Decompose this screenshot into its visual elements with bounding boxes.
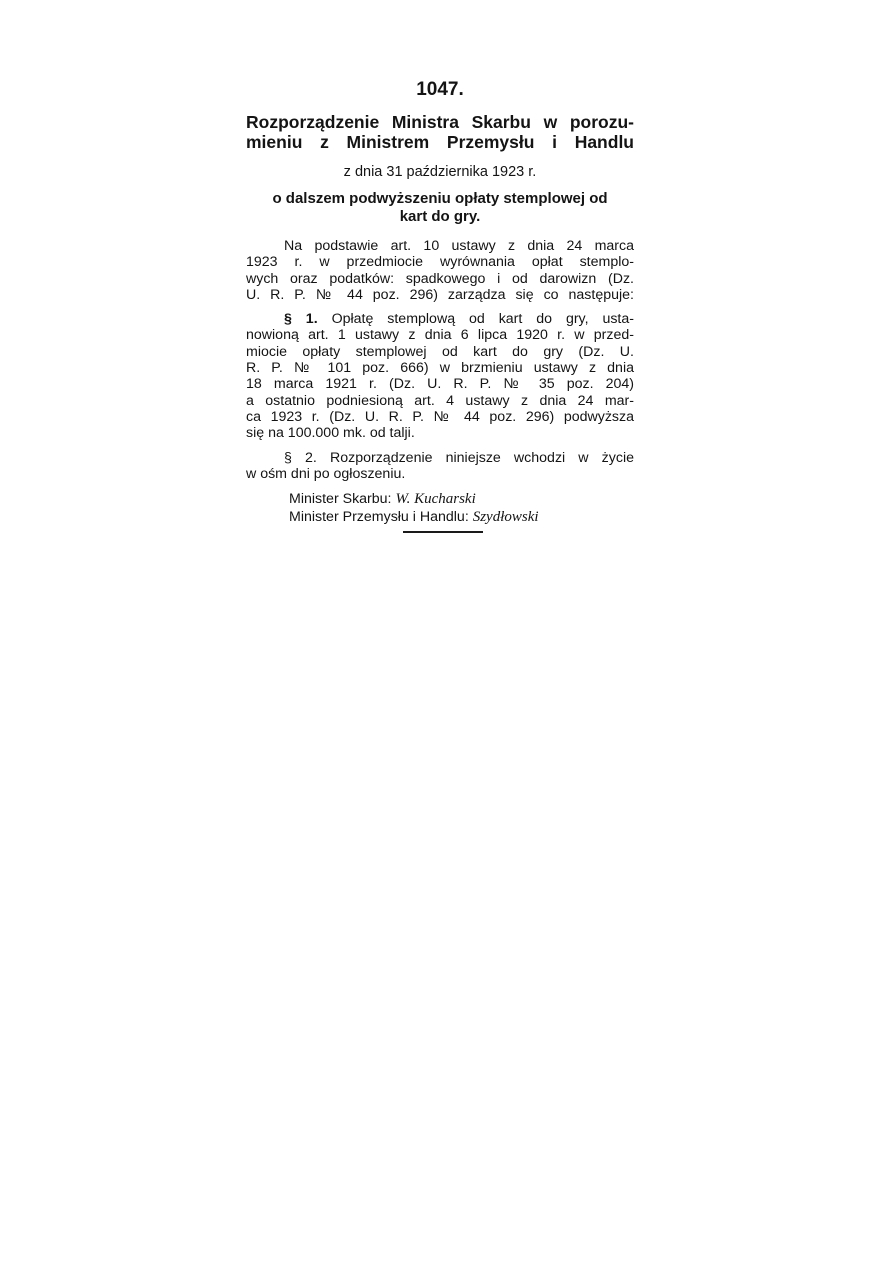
section-2-text: Rozporządzenie niniejsze wchodzi w życie (329, 449, 634, 466)
signature-role: Minister Przemysłu i Handlu: (289, 509, 469, 526)
section-2-label: § 2. (284, 449, 317, 466)
preamble-paragraph (246, 238, 634, 303)
section-2-line: w ośm dni po ogłoszeniu. (246, 465, 406, 482)
section-1-line: miocie opłaty stemplowej od kart do gry (Dz. U. (246, 343, 634, 360)
section-1-line: R. P. № 101 poz. 666) w brzmieniu ustawy z dnia (246, 360, 634, 377)
section-1-line: ca 1923 r. (Dz. U. R. P. № 44 poz. 296) podwyższa (246, 408, 634, 425)
title-line: mieniu z Ministrem Przemysłu i Handlu (246, 132, 634, 152)
document-date: z dnia 31 października 1923 r. (343, 164, 537, 180)
section-2-paragraph (246, 450, 634, 483)
signature-minister-przemyslu (289, 508, 634, 526)
closing-divider (403, 531, 483, 533)
section-1-text: Opłatę stemplową od kart do gry, usta- (331, 311, 634, 328)
document-subject (246, 190, 634, 226)
signature-role: Minister Skarbu: (289, 491, 392, 508)
section-2-first-line (246, 450, 634, 466)
title-line: Rozporządzenie Ministra Skarbu w porozu- (246, 112, 634, 132)
preamble-line: wych oraz podatków: spadkowego i od darowizn (Dz. (246, 270, 634, 287)
preamble-line: U. R. P. № 44 poz. 296) zarządza się co następuje: (246, 286, 634, 303)
section-1-line: a ostatnio podniesioną art. 4 ustawy z dnia 24 mar- (246, 392, 634, 409)
subject-line: o dalszem podwyższeniu opłaty stemplowej od (272, 190, 608, 207)
preamble-line: Na podstawie art. 10 ustawy z dnia 24 marca (284, 238, 634, 254)
section-1-first-line (246, 311, 634, 327)
signature-name: Szydłowski (472, 509, 539, 526)
signature-minister-skarbu (289, 490, 634, 508)
signature-block (246, 490, 634, 526)
section-1-line: 18 marca 1921 r. (Dz. U. R. P. № 35 poz. 204) (246, 376, 634, 393)
section-1-paragraph (246, 311, 634, 441)
subject-line: kart do gry. (399, 208, 481, 225)
section-1-line: nowioną art. 1 ustawy z dnia 6 lipca 1920 r. w przed- (246, 327, 634, 344)
document-title (246, 112, 634, 152)
document-page (246, 78, 634, 526)
preamble-line: 1923 r. w przedmiocie wyrównania opłat stemplo- (246, 254, 634, 271)
section-1-label: § 1. (284, 311, 318, 328)
signature-name: W. Kucharski (395, 491, 476, 508)
section-1-line: się na 100.000 mk. od talji. (246, 425, 415, 442)
document-number: 1047. (416, 79, 464, 100)
